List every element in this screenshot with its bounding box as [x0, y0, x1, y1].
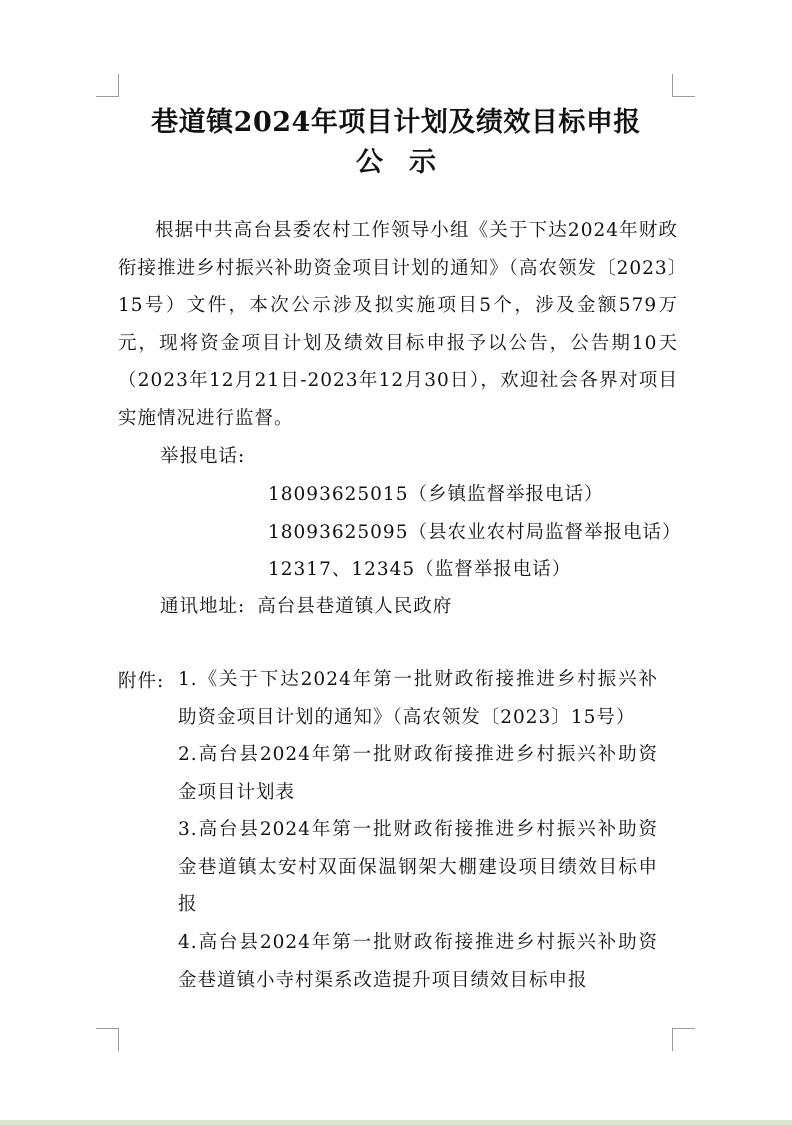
attachment-item: 3.高台县2024年第一批财政衔接推进乡村振兴补助资金巷道镇太安村双面保温钢架大棚建设项目绩效目标申报: [178, 819, 658, 915]
hotline-phone-township: 18093625015（乡镇监督举报电话）: [268, 484, 604, 505]
attachment-item: 2.高台县2024年第一批财政衔接推进乡村振兴补助资金项目计划表: [178, 744, 658, 803]
attachments-label: 附件:: [118, 671, 165, 692]
page-corner-mark-top-left: [96, 74, 119, 97]
hotline-phone-county-bureau: 18093625095（县农业农村局监督举报电话）: [268, 522, 682, 543]
hotline-label: 举报电话:: [160, 446, 246, 467]
page-bottom-strip: [0, 1120, 792, 1125]
document-title: 巷道镇2024年项目计划及绩效目标申报: [151, 107, 641, 138]
page-corner-mark-bottom-left: [96, 1028, 119, 1051]
notice-paragraph: 根据中共高台县委农村工作领导小组《关于下达2024年财政衔接推进乡村振兴补助资金项目计划的通知》（高农领发〔2023〕15号）文件，本次公示涉及拟实施项目5个，涉及金额579万元，现将资金项目计划及绩效目标申报予以公告，公告期10天（2023年12月21日-2023年12月30日），欢迎社会各界对项目实施情况进行监督。: [118, 220, 678, 429]
address-label: 通讯地址:: [160, 596, 246, 617]
page-corner-mark-bottom-right: [672, 1028, 695, 1051]
attachment-item: 1.《关于下达2024年第一批财政衔接推进乡村振兴补助资金项目计划的通知》（高农领发〔2023〕15号）: [178, 669, 658, 728]
hotline-phone-general: 12317、12345（监督举报电话）: [268, 559, 572, 580]
attachment-item: 4.高台县2024年第一批财政衔接推进乡村振兴补助资金巷道镇小寺村渠系改造提升项目绩效目标申报: [178, 932, 658, 991]
mailing-address: [160, 592, 452, 618]
document-title-line2: 公示: [356, 147, 462, 178]
page-corner-mark-top-right: [672, 74, 695, 97]
address-value: 高台县巷道镇人民政府: [257, 596, 453, 617]
